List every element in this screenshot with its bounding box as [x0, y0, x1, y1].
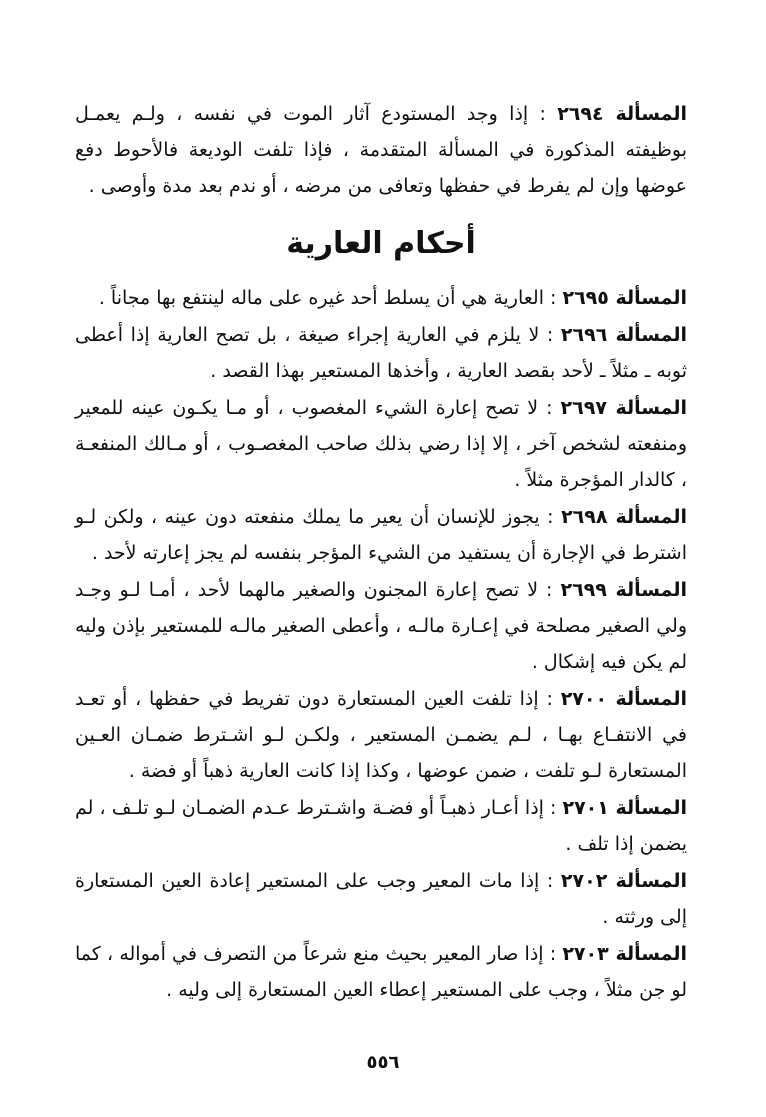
paragraph-2702	[75, 863, 687, 935]
issue-label: المسألة ٢٧٠٠	[560, 688, 688, 710]
issue-text: : لا تصح إعارة المجنون والصغير مالهما لأحد ، أمـا لـو وجـد ولي الصغير مصلحة في إعـارة مالـه ، وأعطى الصغير مالـه للمستعير بإذن وليه لم يكن فيه إشكال .	[75, 579, 687, 673]
issue-label: المسألة ٢٦٩٦	[560, 324, 687, 346]
paragraph-2695	[75, 280, 687, 316]
issue-label: المسألة ٢٦٩٩	[560, 579, 687, 601]
page-number: ٥٥٦	[366, 1052, 400, 1073]
issue-text: : لا يلزم في العارية إجراء صيغة ، بل تصح العارية إذا أعطى ثوبه ـ مثلاً ـ لأحد بقصد العارية ، وأخذها المستعير بهذا القصد .	[75, 324, 687, 382]
issue-label: المسألة ٢٧٠٢	[560, 870, 687, 892]
issue-label: المسألة ٢٦٩٤	[557, 103, 688, 125]
issue-label: المسألة ٢٧٠٣	[562, 943, 687, 965]
paragraph-2697	[75, 390, 687, 498]
issue-text: : إذا صار المعير بحيث منع شرعاً من التصرف في أمواله ، كما لو جن مثلاً ، وجب على المستعير إعطاء العين المستعارة إلى وليه .	[75, 943, 687, 1001]
paragraph-2699	[75, 572, 687, 680]
issue-label: المسألة ٢٦٩٥	[562, 287, 687, 309]
paragraph-2694	[75, 96, 687, 204]
issue-text: : يجوز للإنسان أن يعير ما يملك منفعته دون عينه ، ولكن لـو اشترط في الإجارة أن يستفيد من الشيء المؤجر بنفسه لم يجز إعارته لأحد .	[75, 506, 687, 564]
paragraph-2696	[75, 317, 687, 389]
issue-text: : لا تصح إعارة الشيء المغصوب ، أو مـا يكـون عينه للمعير ومنفعته لشخص آخر ، إلا إذا رضي بذلك صاحب المغصـوب ، أو مـالك المنفعـة ، كالدار المؤجرة مثلاً .	[75, 397, 687, 491]
paragraph-2698	[75, 499, 687, 571]
issue-label: المسألة ٢٧٠١	[562, 797, 688, 819]
issue-text: : إذا مات المعير وجب على المستعير إعادة العين المستعارة إلى ورثته .	[75, 870, 687, 928]
paragraph-2701	[75, 790, 687, 862]
issue-text: : إذا أعـار ذهبـاً أو فضـة واشـترط عـدم الضمـان لـو تلـف ، لم يضمن إذا تلف .	[75, 797, 687, 855]
issue-label: المسألة ٢٦٩٧	[560, 397, 687, 419]
paragraph-2700	[75, 681, 687, 789]
issue-label: المسألة ٢٦٩٨	[561, 506, 688, 528]
section-title: أحكام العارية	[286, 226, 476, 261]
paragraph-2703	[75, 936, 687, 1008]
document-body	[75, 96, 687, 1009]
issue-text: : إذا تلفت العين المستعارة دون تفريط في حفظها ، أو تعـد في الانتفـاع بهـا ، لـم يضمـن المستعير ، ولكـن لـو اشـترط ضمـان العـين المستعارة لـو تلفت ، ضمن عوضها ، وكذا إذا كانت العارية ذهباً أو فضة .	[75, 688, 687, 782]
issue-text: : العارية هي أن يسلط أحد غيره على ماله لينتفع بها مجاناً .	[98, 287, 563, 309]
issue-text: : إذا وجد المستودع آثار الموت في نفسه ، ولـم يعمـل بوظيفته المذكورة في المسألة المتقدمة ، فإذا تلفت الوديعة فالأحوط دفع عوضها وإن لم يفرط في حفظها وتعافى من مرضه ، أو ندم بعد مدة وأوصى .	[75, 103, 687, 197]
